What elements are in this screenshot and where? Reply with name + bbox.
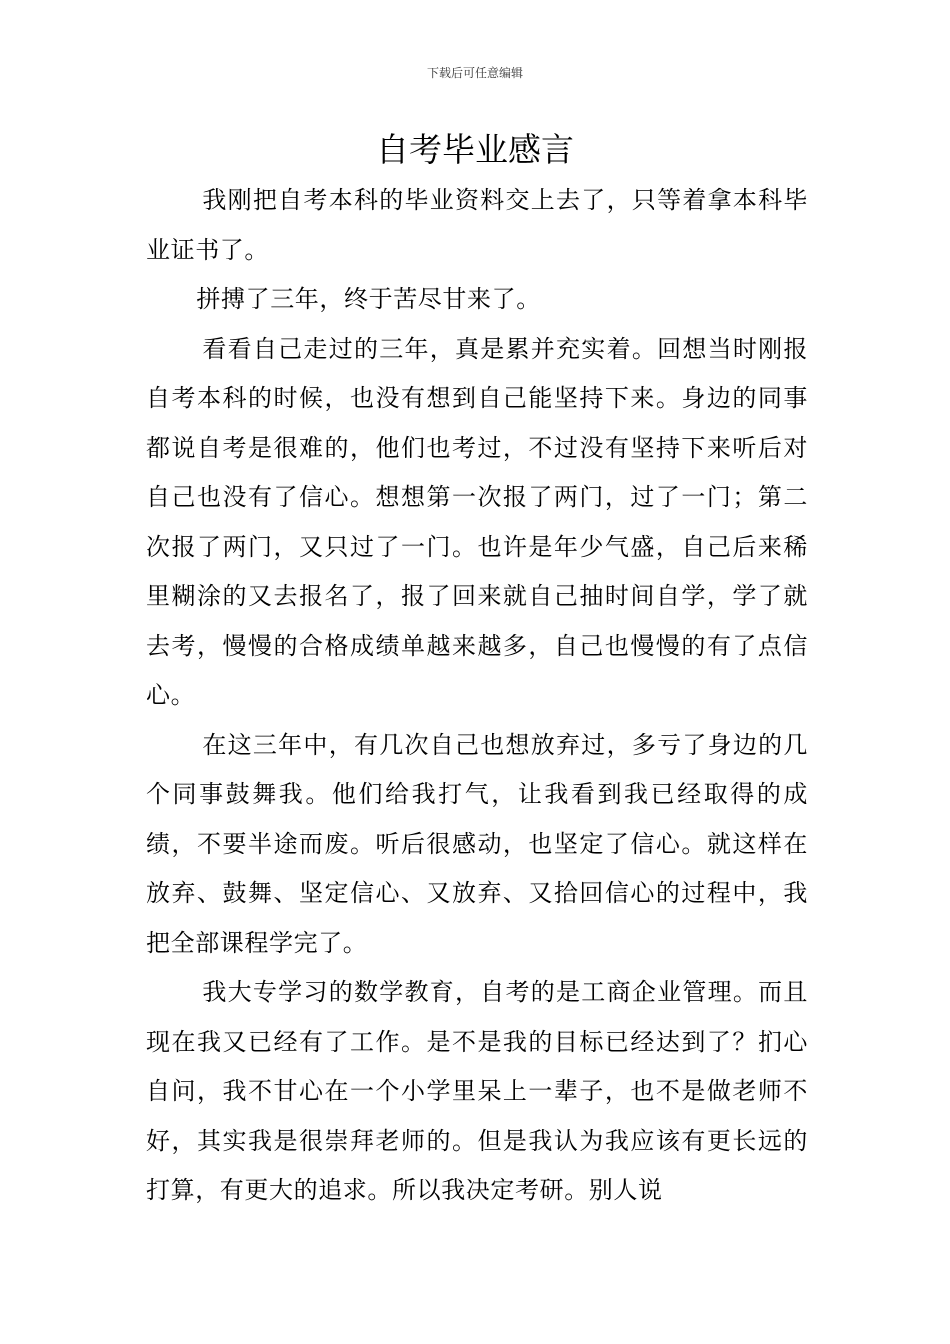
document-title: 自考毕业感言 <box>376 130 574 169</box>
paragraph-4: 在这三年中，有几次自己也想放弃过，多亏了身边的几个同事鼓舞我。他们给我打气，让我看到我已经取得的成绩，不要半途而废。听后很感动，也坚定了信心。就这样在放弃、鼓舞、坚定信心、又放弃、又拾回信心的过程中，我把全部课程学完了。 <box>146 730 808 957</box>
paragraph-3: 看看自己走过的三年，真是累并充实着。回想当时刚报自考本科的时候，也没有想到自己能坚持下来。身边的同事都说自考是很难的，他们也考过，不过没有坚持下来听后对自己也没有了信心。想想第一次报了两门，过了一门；第二次报了两门，又只过了一门。也许是年少气盛，自己后来稀里糊涂的又去报名了，报了回来就自己抽时间自学，学了就去考，慢慢的合格成绩单越来越多，自己也慢慢的有了点信心。 <box>146 334 808 709</box>
paragraph-2: 拼搏了三年，终于苦尽甘来了。 <box>196 285 541 313</box>
document-body <box>146 176 808 1216</box>
paragraph-1: 我刚把自考本科的毕业资料交上去了，只等着拿本科毕业证书了。 <box>146 186 808 264</box>
header-note: 下载后可任意编辑 <box>426 66 523 80</box>
paragraph-5: 我大专学习的数学教育，自考的是工商企业管理。而且现在我又已经有了工作。是不是我的目标已经达到了？扪心自问，我不甘心在一个小学里呆上一辈子，也不是做老师不好，其实我是很崇拜老师的。但是我认为我应该有更长远的打算，有更大的追求。所以我决定考研。别人说 <box>146 978 808 1204</box>
